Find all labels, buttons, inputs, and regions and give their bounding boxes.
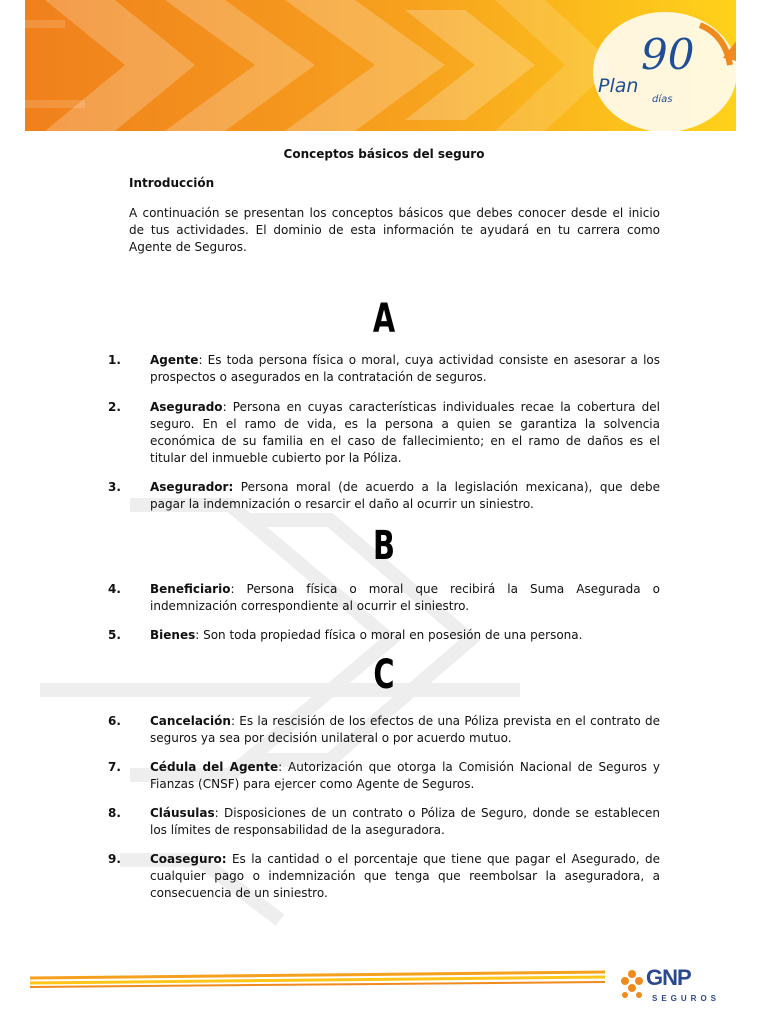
list-item — [108, 479, 660, 513]
item-number: 2. — [108, 400, 121, 414]
list-item — [108, 805, 660, 839]
section-letter-a: A — [372, 296, 396, 342]
list-item — [108, 713, 660, 747]
section-letter-c: C — [373, 652, 395, 698]
section-letter-b: B — [373, 523, 395, 569]
item-definition: : Es toda persona física o moral, cuya actividad consiste en asesorar a los prospectos o asegurados en la contratación de seguros. — [150, 353, 660, 384]
item-number: 5. — [108, 628, 121, 642]
list-item — [108, 581, 660, 615]
item-number: 1. — [108, 353, 121, 367]
header-banner — [25, 0, 736, 131]
list-item — [108, 352, 660, 386]
item-term: Bienes — [150, 628, 196, 642]
item-term: Agente — [150, 353, 199, 367]
banner-graphic — [25, 0, 736, 131]
logo-90-text: 90 — [641, 30, 695, 79]
item-number: 4. — [108, 582, 121, 596]
item-definition: : Disposiciones de un contrato o Póliza de Seguro, donde se establecen los límites de responsabilidad de la aseguradora. — [150, 806, 660, 837]
intro-paragraph: A continuación se presentan los conceptos básicos que debes conocer desde el inicio de tus actividades. El dominio de esta información te ayudará en tu carrera como Agente de Seguros. — [129, 206, 660, 254]
item-definition: : Autorización que otorga la Comisión Nacional de Seguros y Fianzas (CNSF) para ejercer como Agente de Seguros. — [150, 760, 661, 791]
logo-dias-text: días — [652, 94, 673, 105]
item-number: 3. — [108, 480, 121, 494]
list-item — [108, 851, 660, 902]
list-item — [108, 399, 660, 467]
item-term: Beneficiario — [150, 582, 231, 596]
list-item — [108, 627, 660, 644]
item-number: 9. — [108, 852, 121, 866]
gnp-logo-text: GNP — [646, 965, 691, 990]
document-title: Conceptos básicos del seguro — [283, 147, 485, 161]
item-definition: Es la cantidad o el porcentaje que tiene que pagar el Asegurado, de cualquier pago o indemnización que tenga que reembolsar la aseguradora, a consecuencia de un siniestro. — [150, 852, 660, 900]
item-definition: Persona moral (de acuerdo a la legislación mexicana), que debe pagar la indemnización o resarcir el daño al ocurrir un siniestro. — [150, 480, 660, 511]
item-term: Cédula del Agente — [150, 760, 279, 774]
item-term: Cláusulas — [150, 806, 215, 820]
item-term: Cancelación — [150, 714, 231, 728]
item-number: 7. — [108, 760, 121, 774]
item-definition: : Son toda propiedad física o moral en posesión de una persona. — [195, 628, 583, 642]
item-number: 8. — [108, 806, 121, 820]
footer-stripes — [30, 970, 610, 990]
item-definition: : Persona física o moral que recibirá la Suma Asegurada o indemnización correspondiente al ocurrir el siniestro. — [150, 582, 660, 613]
item-term: Asegurador: — [150, 480, 234, 494]
list-item — [108, 759, 660, 793]
item-term: Coaseguro: — [150, 852, 227, 866]
logo-plan-text: Plan — [598, 75, 639, 97]
item-definition: : Persona en cuyas características individuales recae la cobertura del seguro. En el ramo de vida, es la persona a quien se garantiza la solvencia económica de su familia en el caso de fallecimiento; en el ramo de daños es el titular del inmueble cubierto por la Póliza. — [150, 400, 660, 465]
item-term: Asegurado — [150, 400, 223, 414]
gnp-logo-subtext: SEGUROS — [652, 994, 721, 1003]
item-number: 6. — [108, 714, 121, 728]
intro-heading: Introducción — [129, 176, 215, 190]
item-definition: : Es la rescisión de los efectos de una Póliza prevista en el contrato de seguros ya sea por decisión unilateral o por acuerdo mutuo. — [150, 714, 660, 745]
